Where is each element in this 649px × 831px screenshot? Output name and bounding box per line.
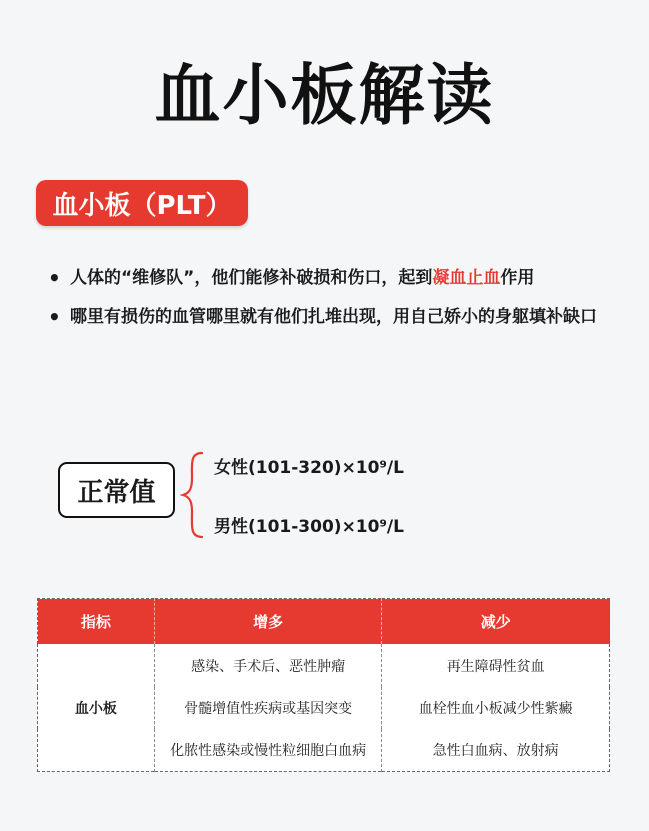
page-title: 血小板解读 <box>154 57 495 134</box>
bullet-text <box>70 262 618 295</box>
normal-value-label: 正常值 <box>58 462 175 518</box>
bullet-text-part: 作用 <box>500 268 535 288</box>
table-header-row <box>38 599 610 645</box>
bullet-text-part: 人体的“维修队”，他们能修补破损和伤口，起到 <box>70 268 433 288</box>
platelet-table <box>37 598 610 772</box>
male-range: 男性(101-300)×10⁹/L <box>214 517 404 537</box>
curly-brace-icon <box>180 450 206 540</box>
increase-cell: 感染、手术后、恶性肿瘤 <box>154 644 382 687</box>
bullet-dot-icon: • <box>48 305 61 329</box>
bullet-dot-icon: • <box>48 266 61 290</box>
bullet-list <box>48 262 618 340</box>
table-row <box>38 644 610 687</box>
bullet-text: 哪里有损伤的血管哪里就有他们扎堆出现，用自己娇小的身躯填补缺口 <box>70 307 597 327</box>
section-tag: 血小板（PLT） <box>36 180 248 226</box>
increase-cell: 骨髓增值性疾病或基因突变 <box>154 687 382 729</box>
decrease-cell: 急性白血病、放射病 <box>432 743 559 759</box>
decrease-cell: 再生障碍性贫血 <box>446 659 545 675</box>
increase-cell: 化脓性感染或慢性粒细胞白血病 <box>154 729 382 772</box>
header-decrease: 减少 <box>382 599 610 645</box>
female-range: 女性(101-320)×10⁹/L <box>214 458 404 478</box>
bullet-item <box>48 301 618 334</box>
bullet-item <box>48 262 618 295</box>
highlight-text: 凝血止血 <box>432 268 501 288</box>
header-increase: 增多 <box>154 599 382 645</box>
row-label: 血小板 <box>38 644 155 772</box>
decrease-cell: 血栓性血小板减少性紫癜 <box>418 701 573 717</box>
header-indicator: 指标 <box>38 599 155 645</box>
